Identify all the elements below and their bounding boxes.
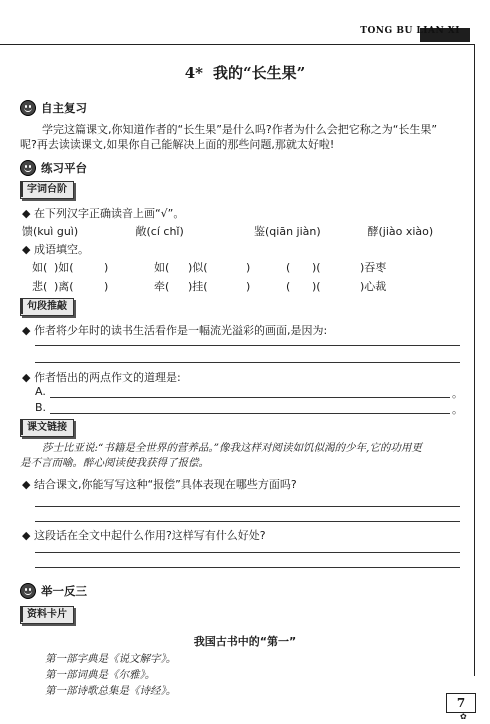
review-line-1: 学完这篇课文,你知道作者的“长生果”是什么吗?作者为什么会把它称之为“长生果” — [42, 123, 438, 136]
quote-block — [20, 441, 460, 471]
idiom-blank[interactable]: 如( — [32, 261, 48, 274]
idiom-blank[interactable]: )挂( — [188, 280, 208, 293]
answer-line[interactable] — [35, 567, 460, 568]
tag-sentence: 句段推敲 — [20, 298, 74, 316]
section-practice-title: 练习平台 — [41, 161, 87, 175]
idiom-blank[interactable]: )吞枣 — [360, 261, 387, 274]
idiom-blank[interactable]: 如( — [154, 261, 170, 274]
idiom-blank[interactable]: )似( — [188, 261, 208, 274]
card-line: 第一部词典是《尔雅》。 — [45, 669, 156, 681]
repay-prompt: ◆ 结合课文,你能写写这种“报偿”具体表现在哪些方面吗? — [22, 478, 297, 491]
section-review-header — [20, 100, 87, 116]
idiom-blank[interactable]: 悲( — [32, 280, 48, 293]
card-title: 我国古书中的“第一” — [193, 635, 297, 648]
pinyin-item[interactable]: 敞(cí chǐ) — [135, 225, 184, 238]
answer-line[interactable] — [35, 552, 460, 553]
answer-b-label: B. — [35, 401, 47, 414]
role-prompt: ◆ 这段话在全文中起什么作用?这样写有什么好处? — [22, 529, 266, 542]
card-line: 第一部诗歌总集是《诗经》。 — [45, 685, 177, 697]
footer-ornament-icon: ✿ — [460, 712, 467, 721]
answer-line[interactable] — [35, 521, 460, 522]
reason-prompt: ◆ 作者将少年时的读书生活看作是一幅流光溢彩的画面,是因为: — [22, 324, 328, 337]
answer-a-line[interactable] — [50, 397, 450, 398]
idiom-blank[interactable]: )( — [312, 280, 321, 293]
answer-line[interactable] — [35, 345, 460, 346]
idiom-blank: ) — [246, 261, 251, 274]
review-line-2: 呢?再去读读课文,如果你自己能解决上面的那些问题,那就太好啦! — [20, 138, 335, 151]
pinyin-item[interactable]: 酵(jiào xiào) — [367, 225, 434, 238]
answer-a-label: A. — [35, 385, 46, 398]
answer-line[interactable] — [35, 506, 460, 507]
section-extend-header — [20, 583, 87, 599]
lesson-title — [0, 62, 490, 83]
idioms-row-2 — [32, 278, 386, 294]
idiom-blank[interactable]: 牵( — [154, 280, 170, 293]
idiom-blank: ) — [246, 280, 251, 293]
idiom-blank: ) — [104, 261, 109, 274]
idioms-row-1 — [32, 259, 386, 275]
idiom-blank[interactable]: ( — [286, 280, 291, 293]
principles-prompt: ◆ 作者悟出的两点作文的道理是: — [22, 371, 181, 384]
answer-b-end: 。 — [452, 403, 463, 416]
card-line: 第一部字典是《说文解字》。 — [45, 653, 177, 665]
answer-b-line[interactable] — [50, 413, 450, 414]
idiom-blank[interactable]: )( — [312, 261, 321, 274]
page-number: 7 — [446, 693, 476, 713]
idiom-blank[interactable]: ( — [286, 261, 291, 274]
pinyin-item[interactable]: 鉴(qiān jiàn) — [254, 225, 321, 238]
smiley-icon — [20, 583, 36, 599]
quote-line-1: 莎士比亚说:“书籍是全世界的营养品。”像我这样对阅读如饥似渴的少年,它的功用更 — [42, 442, 422, 454]
lesson-number: 4* — [184, 64, 203, 82]
smiley-icon — [20, 100, 36, 116]
tag-words: 字词台阶 — [20, 181, 74, 199]
pinyin-row — [22, 223, 433, 239]
section-practice-header — [20, 160, 87, 176]
pinyin-item[interactable]: 馈(kuì guì) — [22, 225, 79, 238]
smiley-icon — [20, 160, 36, 176]
top-rule — [0, 44, 474, 45]
tag-card: 资料卡片 — [20, 606, 74, 624]
tag-link: 课文链接 — [20, 419, 74, 437]
answer-a-end: 。 — [452, 387, 463, 400]
review-paragraph — [20, 122, 460, 152]
idiom-blank[interactable]: )如( — [54, 261, 74, 274]
pinyin-prompt: ◆ 在下列汉字正确读音上画“√”。 — [22, 207, 185, 220]
section-extend-title: 举一反三 — [41, 584, 87, 598]
idiom-blank: ) — [104, 280, 109, 293]
section-review-title: 自主复习 — [41, 101, 87, 115]
idioms-prompt: ◆ 成语填空。 — [22, 243, 89, 256]
quote-line-2: 是不言而喻。醉心阅读使我获得了报偿。 — [20, 457, 209, 469]
idiom-blank[interactable]: )心裁 — [360, 280, 387, 293]
idiom-blank[interactable]: )离( — [54, 280, 74, 293]
answer-line[interactable] — [35, 362, 460, 363]
lesson-name: 我的“长生果” — [213, 64, 306, 82]
right-rule — [474, 44, 475, 676]
running-title: TONG BU LIAN XI — [360, 26, 460, 36]
